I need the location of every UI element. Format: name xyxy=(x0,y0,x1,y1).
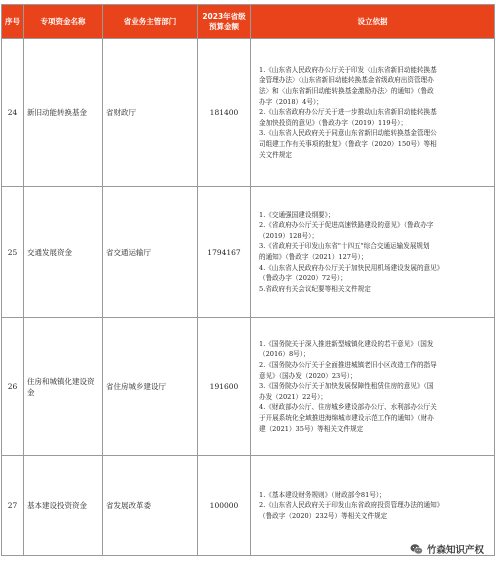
department: 省交通运输厅 xyxy=(103,187,198,318)
row-number: 24 xyxy=(2,39,24,187)
header-budget xyxy=(198,5,251,39)
department: 省住房城乡建设厅 xyxy=(103,318,198,456)
table-row xyxy=(2,187,495,318)
basis-line: 金加快投资的意见》（鲁政办字（2019）119号）； xyxy=(259,118,408,127)
basis-line: 4.《财政部办公厅、住房城乡建设部办公厅、水利部办公厅关 xyxy=(259,403,437,412)
basis-line: 1.《基本建设财务规则》（财政部令81号）； xyxy=(259,490,386,499)
basis-cell xyxy=(251,456,495,556)
basis-line: 司组建工作有关事项的批复》（鲁政字（2020）150号）等相 xyxy=(259,139,437,148)
header-budget-line1: 2023年省级 xyxy=(202,11,246,21)
fund-name: 交通发展资金 xyxy=(24,187,103,318)
basis-line: 法〉和〈山东省新旧动能转换基金激励办法〉的通知》（鲁政 xyxy=(259,87,434,96)
basis-line: 2.《山东省人民政府关于印发山东省政府投资管理办法的通知》 xyxy=(259,501,444,510)
department: 省财政厅 xyxy=(103,39,198,187)
basis-line: 2.《国务院办公厅关于全面推进城镇老旧小区改造工作的指导 xyxy=(259,361,437,370)
basis-line: 的通知》（鲁政字（2021）127号）； xyxy=(259,253,368,261)
header-no: 序号 xyxy=(2,5,24,39)
basis-line: 1.《山东省人民政府办公厅关于印发〈山东省新旧动能转换基 xyxy=(259,65,437,74)
basis-line: 3.《国务院办公厅关于加快发展保障性租赁住房的意见》（国 xyxy=(259,382,434,391)
basis-line: 5.省政府有关会议纪要等相关文件规定 xyxy=(259,284,371,293)
basis-line: （鲁政办字（2020）72号）； xyxy=(259,274,347,283)
basis-line: 4.《山东省人民政府办公厅关于加快民用机场建设发展的意见》 xyxy=(259,263,444,272)
basis-line: 2.《山东省政府办公厅关于进一步推动山东省新旧动能转换基 xyxy=(259,108,437,117)
department: 省发展改革委 xyxy=(103,456,198,556)
basis-line: 2.《省政府办公厅关于促进高速铁路建设的意见》（鲁政办字 xyxy=(259,221,434,230)
basis-line: 建（2021）35号）等相关文件规定 xyxy=(259,424,364,433)
basis-line: 于开展系统化全域推进海绵城市建设示范工作的通知》（财办 xyxy=(259,413,434,422)
watermark-text: 竹森知识产权 xyxy=(426,545,484,556)
fund-table xyxy=(1,4,495,556)
basis-line: （2016）8号）； xyxy=(259,350,310,359)
basis-line: （2019）128号）； xyxy=(259,231,319,240)
basis-line: 3.《山东省人民政府关于同意山东省新旧动能转换基金管理公 xyxy=(259,129,437,138)
budget-amount: 191600 xyxy=(198,318,251,456)
row-number: 25 xyxy=(2,187,24,318)
basis-cell xyxy=(251,187,495,318)
basis-line: （鲁政字（2020）232号）等相关文件规定 xyxy=(259,511,388,520)
header-basis: 设立依据 xyxy=(251,5,495,39)
budget-amount: 100000 xyxy=(198,456,251,556)
wechat-icon xyxy=(410,543,423,556)
basis-line: 1.《国务院关于深入推进新型城镇化建设的若干意见》（国发 xyxy=(259,339,434,348)
fund-name: 住房和城镇化建设资金 xyxy=(24,318,103,456)
budget-amount: 1794167 xyxy=(198,187,251,318)
table-row xyxy=(2,318,495,456)
row-number: 26 xyxy=(2,318,24,456)
basis-line: 办字（2018）4号）； xyxy=(259,97,323,106)
basis-line: 1.《交通强国建设纲要》； xyxy=(259,210,335,219)
basis-line: 意见》（国办发（2020）23号）； xyxy=(259,371,357,380)
basis-line: 关文件规定 xyxy=(259,150,292,159)
header-fund-name: 专项资金名称 xyxy=(24,5,103,39)
fund-name: 基本建设投资资金 xyxy=(24,456,103,556)
basis-line: 3.《省政府关于印发山东省"十四五"综合交通运输发展规划 xyxy=(259,242,430,251)
fund-name: 新旧动能转换基金 xyxy=(24,39,103,187)
header-department: 省业务主管部门 xyxy=(103,5,198,39)
table-row xyxy=(2,39,495,187)
watermark xyxy=(410,542,484,556)
budget-amount: 181400 xyxy=(198,39,251,187)
basis-cell xyxy=(251,318,495,456)
table-row xyxy=(2,456,495,556)
basis-line: 办发（2021）22号）； xyxy=(259,392,328,401)
table-header-row xyxy=(2,5,495,39)
basis-cell xyxy=(251,39,495,187)
row-number: 27 xyxy=(2,456,24,556)
header-budget-line2: 预算金额 xyxy=(209,21,239,31)
basis-line: 金管理办法〉〈山东省新旧动能转换基金省级政府出资管理办 xyxy=(259,76,434,85)
